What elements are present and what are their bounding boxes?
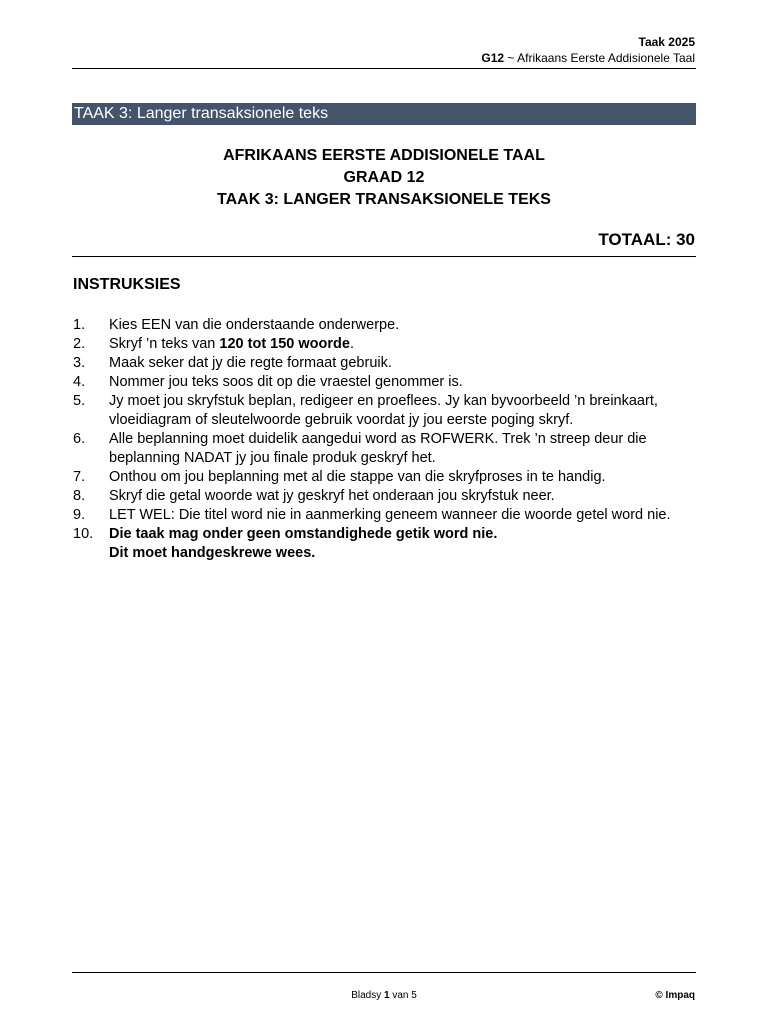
list-item — [73, 335, 713, 354]
page-header — [481, 34, 695, 66]
item-number: 10. — [73, 526, 94, 542]
item-text: LET WEL: Die titel word nie in aanmerking geneem wanneer die woorde getel word nie. — [109, 507, 671, 523]
title-grade: GRAAD 12 — [343, 169, 425, 186]
item-text: Nommer jou teks soos dit op die vraestel genommer is. — [109, 374, 463, 390]
list-item — [73, 392, 713, 430]
item-text: Alle beplanning moet duidelik aangedui word as ROFWERK. Trek ’n streep deur die — [109, 431, 647, 447]
document-title — [72, 145, 696, 211]
item-text-bold: Dit moet handgeskrewe wees. — [109, 545, 316, 561]
section-banner: TAAK 3: Langer transaksionele teks — [72, 103, 696, 125]
item-number: 8. — [73, 488, 86, 504]
page-number — [0, 990, 768, 1001]
item-text-bold: Die taak mag onder geen omstandighede getik word nie. — [109, 526, 498, 542]
item-text: beplanning NADAT jy jou finale produk geskryf het. — [109, 450, 436, 466]
item-number: 7. — [73, 469, 86, 485]
page-prefix: Bladsy — [351, 990, 384, 1001]
total-marks: TOTAAL: 30 — [598, 230, 695, 249]
header-divider — [72, 68, 696, 69]
footer-divider — [72, 972, 696, 973]
item-text: Onthou om jou beplanning met al die stappe van die skryfproses in te handig. — [109, 469, 606, 485]
item-text: Jy moet jou skryfstuk beplan, redigeer en proeflees. Jy kan byvoorbeeld ’n breinkaart, — [109, 393, 658, 409]
item-text: Skryf die getal woorde wat jy geskryf het onderaan jou skryfstuk neer. — [109, 488, 555, 504]
item-number: 4. — [73, 374, 86, 390]
header-task-year: Taak 2025 — [638, 35, 695, 49]
item-number: 1. — [73, 317, 86, 333]
page-mid: van — [389, 990, 412, 1001]
list-item — [73, 373, 713, 392]
page-current: 1 — [383, 990, 390, 1001]
item-text-bold: 120 tot 150 woorde — [219, 336, 350, 352]
item-text: Maak seker dat jy die regte formaat gebruik. — [109, 355, 392, 371]
instructions-list — [73, 316, 713, 563]
instructions-heading: INSTRUKSIES — [73, 276, 181, 293]
list-item — [73, 354, 713, 373]
item-number: 2. — [73, 336, 86, 352]
item-number: 9. — [73, 507, 86, 523]
item-text: vloeidiagram of sleutelwoorde gebruik voordat jy jou eerste poging skryf. — [109, 412, 574, 428]
list-item — [73, 506, 713, 525]
page-total: 5 — [411, 990, 417, 1001]
list-item — [73, 487, 713, 506]
list-item — [73, 525, 713, 563]
item-number: 5. — [73, 393, 86, 409]
title-subject: AFRIKAANS EERSTE ADDISIONELE TAAL — [223, 147, 545, 164]
header-subject: ~ Afrikaans Eerste Addisionele Taal — [504, 51, 695, 65]
list-item — [73, 468, 713, 487]
item-number: 3. — [73, 355, 86, 371]
title-divider — [72, 256, 696, 257]
item-text: . — [349, 336, 354, 352]
item-number: 6. — [73, 431, 86, 447]
title-task: TAAK 3: LANGER TRANSAKSIONELE TEKS — [217, 191, 551, 208]
header-subject-line — [481, 50, 695, 66]
list-item — [73, 430, 713, 468]
header-grade: G12 — [481, 51, 505, 65]
item-text: Skryf ’n teks van — [109, 336, 220, 352]
item-text: Kies EEN van die onderstaande onderwerpe. — [109, 317, 400, 333]
copyright: © Impaq — [655, 990, 695, 1001]
list-item — [73, 316, 713, 335]
